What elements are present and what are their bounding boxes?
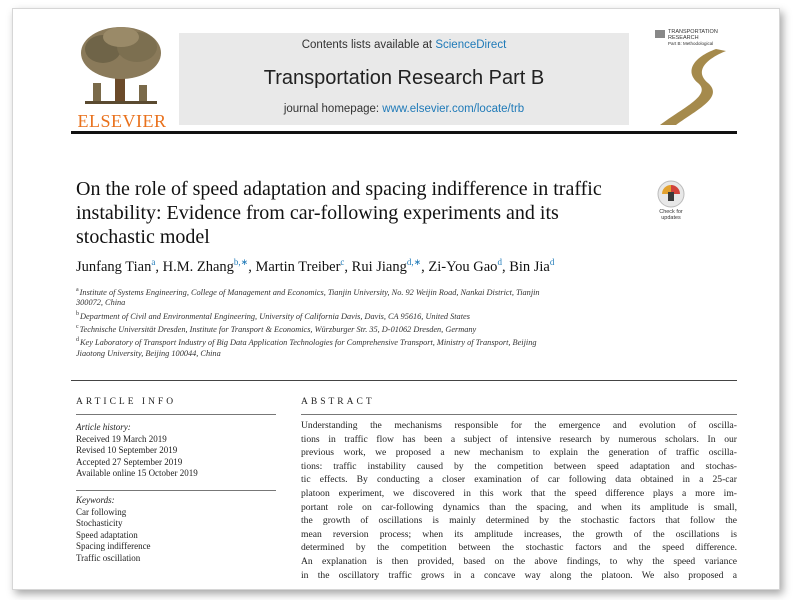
- author-separator: ,: [421, 258, 429, 275]
- affiliation: [76, 309, 676, 322]
- article-info-heading: ARTICLE INFO: [76, 397, 177, 407]
- sciencedirect-link[interactable]: ScienceDirect: [435, 39, 507, 51]
- homepage-prefix: journal homepage:: [283, 103, 383, 115]
- author[interactable]: [352, 259, 429, 275]
- check-for-updates-icon: [651, 179, 691, 209]
- author[interactable]: [76, 259, 163, 275]
- author-affiliation-mark[interactable]: d: [549, 257, 555, 267]
- abstract-rule: [301, 414, 737, 415]
- abstract-line: platoon experiment, we discovered in this work that the speed difference plays a more im-: [301, 487, 737, 499]
- abstract-line: tic effects. By conducting a closer examination of car following data obtained in a 25-car: [301, 474, 737, 486]
- history-entry: Accepted 27 September 2019: [76, 456, 183, 467]
- author-name: Martin Treiber: [255, 258, 341, 275]
- affiliation-text: 300072, China: [76, 298, 126, 308]
- author[interactable]: [428, 259, 509, 275]
- homepage-line: [179, 103, 629, 115]
- abstract-body: [301, 419, 737, 582]
- elsevier-wordmark: ELSEVIER: [77, 111, 167, 131]
- affiliation-mark: c: [76, 324, 79, 331]
- author-separator: ,: [344, 258, 352, 275]
- affiliation-text: Institute of Systems Engineering, College of Management and Economics, Tianjin University, No. 92 Weijin Road, Nankai District, Tianjin: [79, 287, 540, 297]
- article-info-rule: [76, 414, 276, 415]
- abstract-line: in the oscillatory traffic grows in a concave way along the platoon. We also proposed a: [301, 569, 737, 581]
- article-page: [12, 8, 780, 590]
- article-history: [76, 422, 276, 480]
- affiliation: [76, 285, 676, 309]
- affiliation-mark: b: [76, 310, 79, 317]
- badge-line-2: updates: [661, 215, 681, 221]
- contents-prefix: Contents lists available at: [301, 39, 436, 51]
- abstract-line: portant role on car-following dynamics than the spacing, and when its amplitude is small,: [301, 501, 737, 513]
- affiliation: [76, 335, 676, 359]
- keyword: Car following: [76, 506, 127, 517]
- cover-title: [668, 29, 732, 47]
- check-for-updates-badge[interactable]: [651, 179, 691, 223]
- abstract-line: tions in traffic flow has been a subject of intensive research by numerous scholars. In our: [301, 433, 737, 445]
- abstract-line: determined by the competition between the stochastic factors and the speed difference.: [301, 542, 737, 554]
- history-entry: Received 19 March 2019: [76, 433, 167, 444]
- author-name: Junfang Tian: [76, 258, 152, 275]
- section-divider: [71, 380, 737, 381]
- elsevier-logo[interactable]: [71, 23, 171, 131]
- journal-header: [71, 23, 751, 131]
- abstract-line: the growth of oscillations is mainly determined by the stochastic factors that follow the: [301, 515, 737, 527]
- author[interactable]: [509, 259, 554, 275]
- keyword: Spacing indifference: [76, 541, 151, 551]
- keywords: [76, 495, 276, 564]
- author-affiliation-mark[interactable]: d,∗: [406, 257, 422, 267]
- author-separator: ,: [501, 258, 510, 275]
- badge-line-1: Check for: [659, 209, 683, 215]
- author-affiliation-mark[interactable]: b,∗: [233, 257, 249, 267]
- author-affiliation-mark[interactable]: a: [151, 257, 156, 267]
- affiliation-list: [76, 285, 676, 359]
- abstract-line: tions: traffic instability caused by the competition between speed adaptation and stochas-: [301, 460, 737, 472]
- header-rule: [71, 131, 737, 134]
- cover-subtitle-text: Part B: Methodological: [668, 41, 714, 46]
- abstract-line: previous work, we proposed a new mechanism to explain the generation of traffic oscilla-: [301, 447, 737, 459]
- keywords-rule: [76, 490, 276, 491]
- journal-banner: [179, 33, 629, 125]
- author-name: Bin Jia: [509, 258, 550, 275]
- abstract-line: Understanding the mechanisms responsible for the emergence and evolution of oscilla-: [301, 420, 737, 431]
- check-for-updates-label: [651, 209, 691, 221]
- cover-emblem-icon: [654, 29, 666, 39]
- affiliation: [76, 322, 676, 335]
- affiliation-text: Department of Civil and Environmental Engineering, University of California Davis, Davis, CA 95616, United States: [80, 311, 470, 321]
- author-name: Zi-You Gao: [428, 258, 498, 275]
- affiliation-mark: d: [76, 337, 79, 344]
- affiliation-text: Technische Universität Dresden, Institute for Transport & Economics, Würzburger Str. 35, D-01062 Dresden, Germany: [79, 324, 477, 334]
- contents-line: [179, 39, 629, 51]
- journal-cover[interactable]: [654, 27, 734, 125]
- author-affiliation-mark[interactable]: c: [340, 257, 345, 267]
- abstract-heading: ABSTRACT: [301, 397, 375, 407]
- journal-name: Transportation Research Part B: [263, 67, 545, 89]
- author[interactable]: [255, 259, 351, 275]
- cover-road-icon: [654, 47, 734, 127]
- author-name: Rui Jiang: [351, 258, 407, 275]
- elsevier-tree-icon: [71, 23, 171, 113]
- cover-title-text: TRANSPORTATION RESEARCH: [668, 29, 718, 41]
- affiliation-text: Jiaotong University, Beijing 100044, China: [76, 348, 221, 358]
- author-separator: ,: [155, 258, 163, 275]
- author-affiliation-mark[interactable]: d: [497, 257, 502, 267]
- journal-homepage-link[interactable]: www.elsevier.com/locate/trb: [382, 103, 525, 115]
- history-entry: Revised 10 September 2019: [76, 445, 178, 455]
- keyword: Traffic oscillation: [76, 552, 141, 563]
- history-label: Article history:: [76, 422, 131, 432]
- author[interactable]: [163, 259, 256, 275]
- history-entry: Available online 15 October 2019: [76, 468, 198, 478]
- author-separator: ,: [248, 258, 256, 275]
- author-name: H.M. Zhang: [162, 258, 234, 275]
- article-title: On the role of speed adaptation and spacing indifference in traffic instability: Evidence from car-following experiments and its stochastic model: [76, 178, 602, 248]
- affiliation-text: Key Laboratory of Transport Industry of Big Data Application Technologies for Comprehensive Transport, Ministry of Transport, Beijing: [80, 338, 537, 348]
- keyword: Stochasticity: [76, 518, 123, 528]
- author-list: [76, 257, 716, 276]
- abstract-line: An explanation is then provided, based on the above findings, to why the speed variance: [301, 555, 737, 567]
- keyword: Speed adaptation: [76, 529, 138, 540]
- affiliation-mark: a: [76, 287, 79, 293]
- keywords-label: Keywords:: [76, 495, 115, 505]
- abstract-line: mean reversion process; when its amplitude increases, the growth of the oscillations is: [301, 528, 737, 540]
